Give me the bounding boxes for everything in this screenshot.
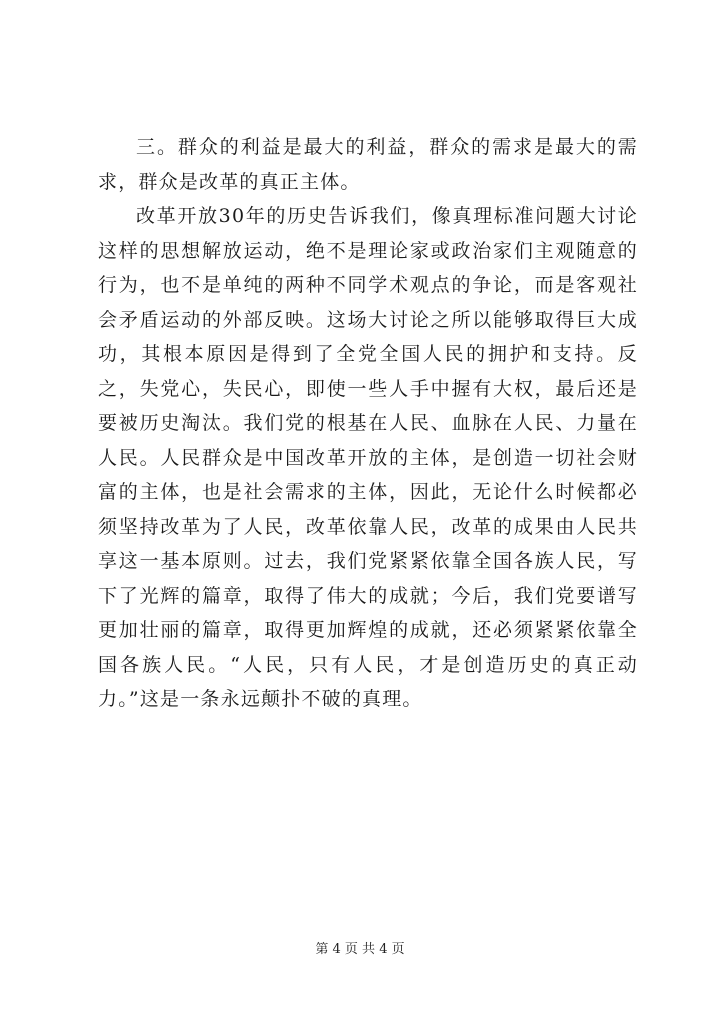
paragraph-main: 改革开放30年的历史告诉我们，像真理标准问题大讨论这样的思想解放运动，绝不是理论家或政治家们主观随意的行为，也不是单纯的两种不同学术观点的争论，而是客观社会矛盾运动的外部反映。这场大讨论之所以能够取得巨大成功，其根本原因是得到了全党全国人民的拥护和支持。反之，失党心，失民心，即使一些人手中握有大权，最后还是要被历史淘汰。我们党的根基在人民、血脉在人民、力量在人民。人民群众是中国改革开放的主体，是创造一切社会财富的主体，也是社会需求的主体，因此，无论什么时候都必须坚持改革为了人民，改革依靠人民，改革的成果由人民共享这一基本原则。过去，我们党紧紧依靠全国各族人民，写下了光辉的篇章，取得了伟大的成就；今后，我们党要谱写更加壮丽的篇章，取得更加辉煌的成就，还必须紧紧依靠全国各族人民。“人民，只有人民，才是创造历史的真正动力。”这是一条永远颠扑不破的真理。 (98, 205, 638, 710)
paragraph-intro: 三。群众的利益是最大的利益，群众的需求是最大的需求，群众是改革的真正主体。 (98, 136, 638, 193)
page-footer: 第 4 页 共 4 页 (315, 942, 405, 957)
document-body (98, 130, 638, 717)
